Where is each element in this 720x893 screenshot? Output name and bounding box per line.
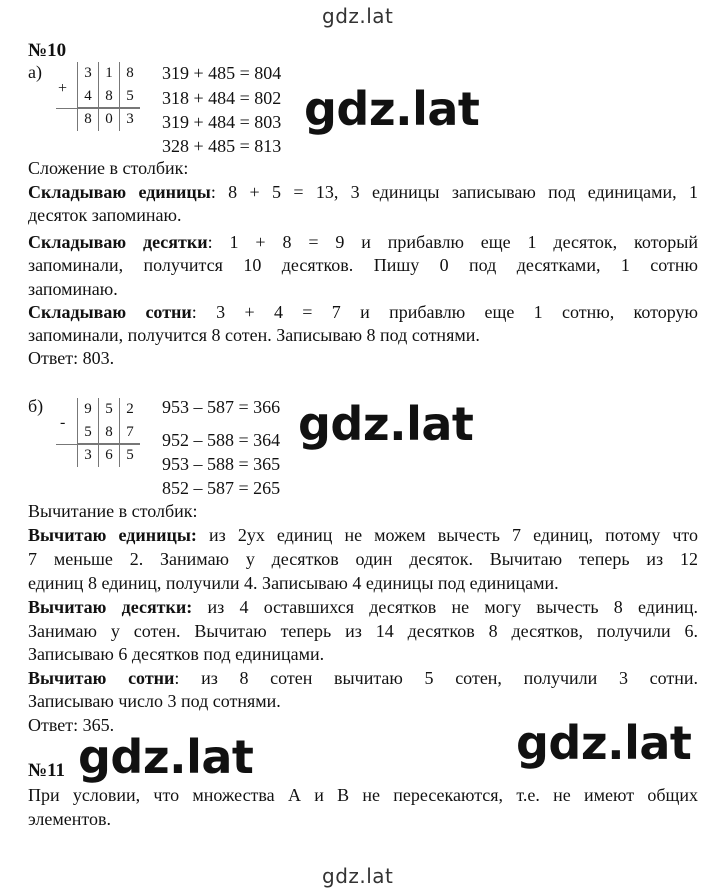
digit: 6	[98, 444, 119, 467]
paragraph-text: запоминаю.	[28, 279, 118, 299]
digit: 7	[119, 421, 140, 444]
column-addition	[77, 62, 140, 131]
plus-sign: +	[58, 80, 68, 97]
digit: 8	[98, 421, 119, 444]
digit: 9	[77, 398, 98, 421]
paragraph-hundreds	[28, 667, 698, 690]
paragraph-tens	[28, 231, 698, 254]
equation: 953 – 588 = 365	[162, 454, 281, 474]
column-divider	[56, 444, 140, 445]
digit: 0	[98, 108, 119, 131]
paragraph-text: : из 8 сотен вычитаю 5 сотен, получили 3 сотни.	[174, 668, 698, 688]
watermark-big: gdz.lat	[516, 716, 692, 770]
watermark-big: gdz.lat	[304, 82, 480, 136]
answer: Ответ: 803.	[28, 348, 115, 368]
minus-sign: -	[60, 414, 66, 431]
digit: 5	[119, 444, 140, 467]
paragraph-text: запоминали, получится 8 сотен. Записываю 8 под сотнями.	[28, 325, 480, 345]
equation: 319 + 484 = 803	[162, 112, 282, 132]
digit: 2	[119, 398, 140, 421]
digit: 5	[119, 85, 140, 108]
bold-term: Складываю сотни	[28, 302, 192, 322]
bold-term: Складываю десятки	[28, 232, 208, 252]
answer: Ответ: 365.	[28, 715, 115, 735]
bold-term: Складываю единицы	[28, 182, 211, 202]
paragraph-text: десяток запоминаю.	[28, 205, 182, 225]
digit: 4	[77, 85, 98, 108]
digit: 3	[77, 444, 98, 467]
paragraph-text: запоминали, получится 10 десятков. Пишу 0 под десятками, 1 сотню	[28, 255, 698, 275]
watermark-big: gdz.lat	[78, 730, 254, 784]
paragraph-text: : 8 + 5 = 13, 3 единицы записываю под единицами, 1	[210, 182, 698, 202]
paragraph-text: : 3 + 4 = 7 и прибавлю еще 1 сотню, которую	[191, 302, 698, 322]
bold-term: Вычитаю единицы:	[28, 525, 197, 545]
task-11-text: элементов.	[28, 809, 112, 829]
paragraph-tens	[28, 596, 698, 619]
paragraph-units	[28, 181, 698, 204]
equation: 952 – 588 = 364	[162, 430, 281, 450]
digit: 3	[119, 108, 140, 131]
digit: 3	[77, 62, 98, 85]
digit: 5	[77, 421, 98, 444]
part-a-label: а)	[28, 62, 42, 82]
paragraph-text: из 2ух единиц не можем вычесть 7 единиц, потому что	[196, 525, 698, 545]
column-divider	[56, 108, 140, 109]
digit: 8	[77, 108, 98, 131]
equation: 852 – 587 = 265	[162, 478, 281, 498]
column-subtraction	[77, 398, 140, 467]
task-11-text: При условии, что множества А и В не пересекаются, т.е. не имеют общих	[28, 785, 698, 805]
equation: 318 + 484 = 802	[162, 88, 282, 108]
bold-term: Вычитаю десятки:	[28, 597, 193, 617]
task-10-title: №10	[28, 40, 67, 61]
bold-term: Вычитаю сотни	[28, 668, 175, 688]
watermark-big: gdz.lat	[298, 397, 474, 451]
paragraph-text: Записываю число 3 под сотнями.	[28, 691, 281, 711]
digit: 5	[98, 398, 119, 421]
paragraph-units	[28, 524, 698, 547]
watermark-top: gdz.lat	[322, 4, 394, 28]
equation: 328 + 485 = 813	[162, 136, 282, 156]
watermark-bottom: gdz.lat	[322, 864, 394, 888]
digit: 1	[98, 62, 119, 85]
paragraph-text: из 4 оставшихся десятков не могу вычесть 8 единиц.	[192, 597, 698, 617]
equation: 319 + 485 = 804	[162, 63, 282, 83]
digit: 8	[119, 62, 140, 85]
equation: 953 – 587 = 366	[162, 397, 281, 417]
paragraph-hundreds	[28, 301, 698, 324]
paragraph-text: единиц 8 единиц, получили 4. Записываю 4 единицы под единицами.	[28, 573, 559, 593]
paragraph-text: 7 меньше 2. Занимаю у десятков один десяток. Вычитаю теперь из 12	[28, 549, 698, 569]
paragraph-intro: Вычитание в столбик:	[28, 501, 198, 521]
paragraph-text: : 1 + 8 = 9 и прибавлю еще 1 десяток, который	[207, 232, 698, 252]
paragraph-text: Записываю 6 десятков под единицами.	[28, 644, 325, 664]
paragraph-intro: Сложение в столбик:	[28, 158, 189, 178]
paragraph-text: Занимаю у сотен. Вычитаю теперь из 14 десятков 8 десятков, получили 6.	[28, 621, 698, 641]
task-11-title: №11	[28, 760, 66, 781]
part-b-label: б)	[28, 396, 44, 416]
digit: 8	[98, 85, 119, 108]
